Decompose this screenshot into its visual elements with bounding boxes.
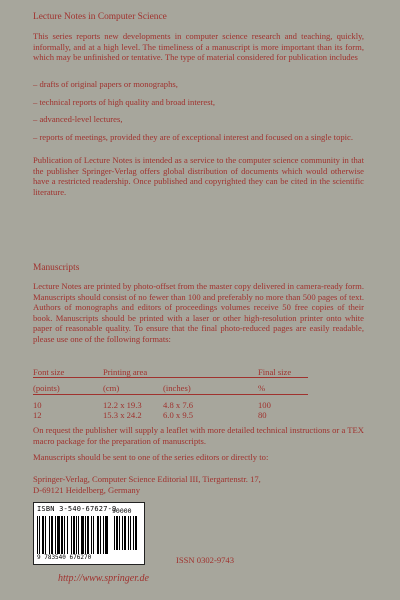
isbn-label: ISBN 3-540-67627-9 bbox=[37, 505, 117, 513]
header-percent: % bbox=[258, 383, 266, 394]
publisher-url[interactable]: http://www.springer.de bbox=[58, 573, 149, 584]
barcode-bar bbox=[73, 516, 75, 554]
table-row bbox=[33, 410, 308, 420]
table-header-row bbox=[33, 367, 308, 378]
barcode-bar bbox=[93, 516, 94, 554]
barcode-digits: 9 783540 676270 bbox=[37, 554, 92, 561]
barcode-bar bbox=[78, 516, 79, 554]
barcode-bar bbox=[67, 516, 68, 554]
material-list bbox=[33, 79, 364, 149]
list-item: – drafts of original papers or monographs, bbox=[33, 79, 178, 89]
issn-number: ISSN 0302-9743 bbox=[176, 555, 235, 565]
header-cm: (cm) bbox=[103, 383, 120, 394]
cell-cm: 12.2 x 19.3 bbox=[103, 399, 142, 410]
send-to-line: Manuscripts should be sent to one of the series editors or directly to: bbox=[33, 452, 269, 462]
intro-paragraph: This series reports new developments in computer science research and teaching, quickly, informally, and at a high level. The timeliness of a manuscript is more important than its form, which may be unfinished or tentative. The type of material considered for publication includes bbox=[33, 31, 364, 63]
cell-final-size: 100 bbox=[258, 399, 271, 410]
barcode-bar bbox=[105, 516, 108, 554]
header-final-size: Final size bbox=[258, 367, 292, 377]
barcode-bar bbox=[114, 516, 115, 550]
barcode-bar bbox=[51, 516, 53, 554]
publisher-address bbox=[33, 474, 261, 495]
list-item: – advanced-level lectures, bbox=[33, 114, 123, 125]
barcode-bar bbox=[49, 516, 50, 554]
cell-final-size: 80 bbox=[258, 410, 267, 421]
barcode-bar bbox=[97, 516, 99, 554]
barcode-bar bbox=[81, 516, 84, 554]
cell-font-size: 10 bbox=[33, 399, 42, 410]
publication-paragraph: Publication of Lecture Notes is intended as a service to the computer science community in that the publisher Springer-Verlag offers global distribution of documents which would otherwise have a restricted readership. Once published and copyrighted they can be cited in the scientific literature. bbox=[33, 155, 364, 197]
barcode-bar bbox=[45, 516, 46, 554]
header-printing-area: Printing area bbox=[103, 367, 148, 377]
address-line-2: D-69121 Heidelberg, Germany bbox=[33, 484, 140, 495]
barcode-bar bbox=[128, 516, 129, 550]
cell-inches: 6.0 x 9.5 bbox=[163, 410, 194, 421]
table-row bbox=[33, 400, 308, 410]
barcode-bar bbox=[116, 516, 118, 550]
cell-cm: 15.3 x 24.2 bbox=[103, 410, 142, 421]
list-item: – technical reports of high quality and broad interest, bbox=[33, 96, 216, 107]
header-points: (points) bbox=[33, 383, 60, 394]
barcode-bar bbox=[103, 516, 104, 554]
manuscripts-heading: Manuscripts bbox=[33, 263, 80, 273]
barcode-bar bbox=[85, 516, 86, 554]
isbn-barcode bbox=[33, 502, 145, 565]
barcode-bar bbox=[100, 516, 101, 554]
header-inches: (inches) bbox=[163, 383, 191, 394]
barcode-bar bbox=[57, 516, 60, 554]
table-subheader-row bbox=[33, 383, 308, 394]
barcode-bar bbox=[61, 516, 63, 554]
list-item: – reports of meetings, provided they are of exceptional interest and focused on a single topic. bbox=[33, 131, 354, 142]
barcode-bar bbox=[87, 516, 89, 554]
barcode-bar bbox=[42, 516, 44, 554]
barcode-bar bbox=[76, 516, 77, 554]
leaflet-paragraph: On request the publisher will supply a leaflet with more detailed technical instructions or a TEX macro package for the preparation of manuscripts. bbox=[33, 425, 364, 446]
series-title: Lecture Notes in Computer Science bbox=[33, 12, 167, 22]
barcode-bars-icon bbox=[37, 516, 109, 554]
barcode-bar bbox=[64, 516, 65, 554]
barcode-bar bbox=[37, 516, 38, 554]
barcode-addon-bars-icon bbox=[114, 516, 140, 554]
barcode-bar bbox=[130, 516, 131, 550]
barcode-bar bbox=[133, 516, 134, 550]
cell-inches: 4.8 x 7.6 bbox=[163, 399, 194, 410]
barcode-bar bbox=[124, 516, 126, 550]
formats-table bbox=[33, 367, 308, 421]
address-line-1: Springer-Verlag, Computer Science Editorial III, Tiergartenstr. 17, bbox=[33, 474, 261, 484]
barcode-bar bbox=[135, 516, 137, 550]
cell-font-size: 12 bbox=[33, 410, 42, 421]
barcode-bar bbox=[39, 516, 40, 554]
header-font-size: Font size bbox=[33, 367, 65, 377]
barcode-bar bbox=[122, 516, 123, 550]
barcode-bar bbox=[91, 516, 92, 554]
barcode-bar bbox=[71, 516, 72, 554]
barcode-bar bbox=[119, 516, 120, 550]
barcode-addon-number: 90000 bbox=[112, 507, 132, 515]
barcode-bar bbox=[55, 516, 56, 554]
manuscripts-paragraph: Lecture Notes are printed by photo-offset from the master copy delivered in camera-ready form. Manuscripts should consist of no fewer than 100 and preferably no more than 500 pages of text. Authors of monographs and editors of proceedings volumes receive 50 free copies of their book. Manuscripts should be printed with a laser or other high-resolution printer onto white paper of reasonable quality. To ensure that the final photo-reduced pages are easily readable, please use one of the following formats: bbox=[33, 281, 364, 344]
